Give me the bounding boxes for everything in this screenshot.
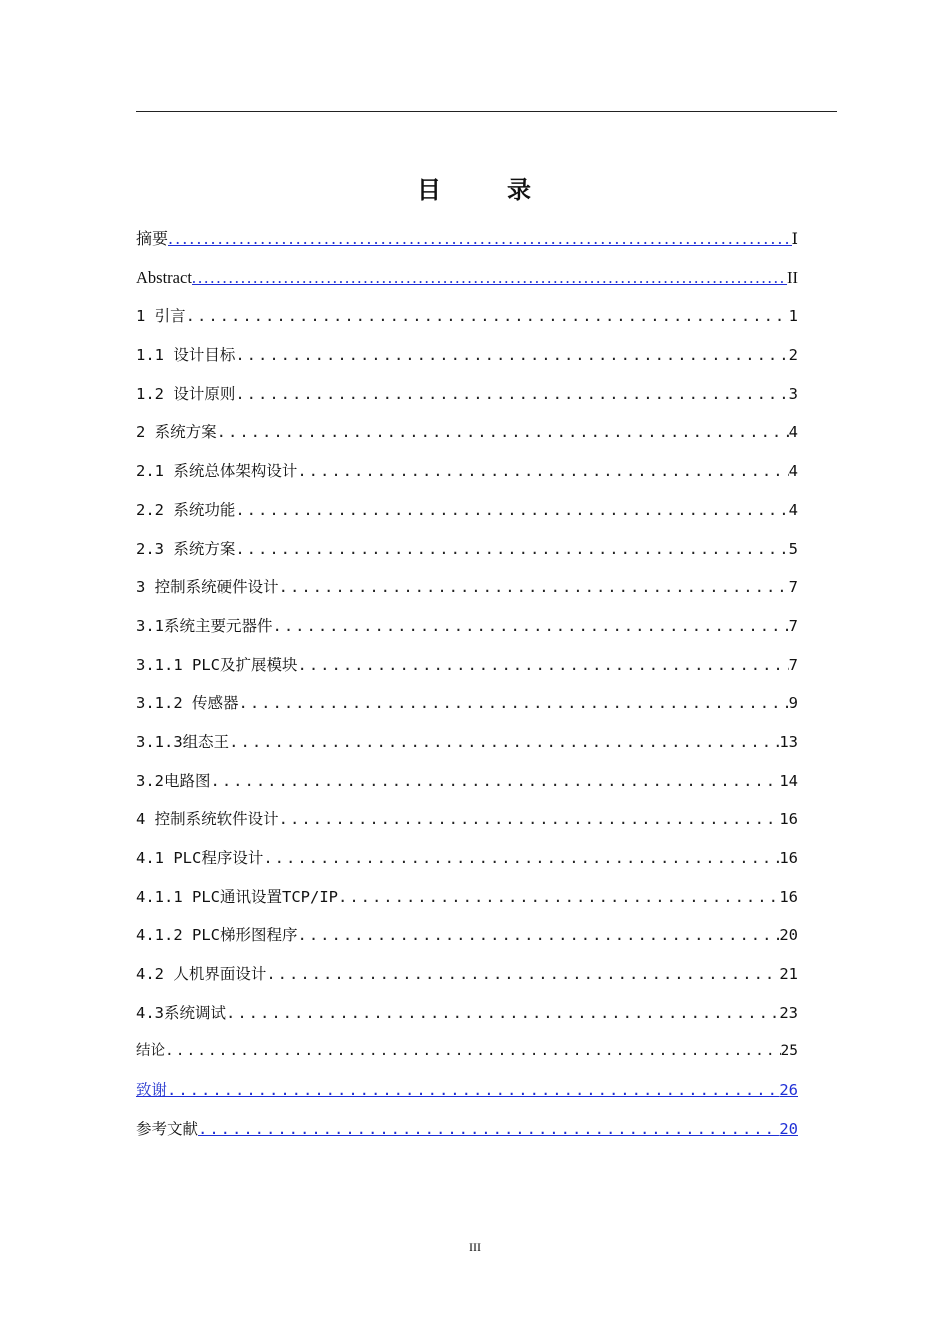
table-of-contents	[136, 222, 798, 1151]
toc-leader	[235, 532, 788, 566]
toc-entry[interactable]	[136, 957, 798, 996]
toc-leader	[279, 802, 780, 836]
toc-entry[interactable]	[136, 532, 798, 571]
toc-entry[interactable]	[136, 609, 798, 648]
toc-entry-label: 1.2 设计原则	[136, 384, 236, 403]
toc-entry-page: 7	[788, 655, 798, 674]
toc-entry-page: 20	[779, 1119, 798, 1138]
toc-entry[interactable]	[136, 725, 798, 764]
header-rule	[136, 111, 837, 112]
toc-entry-label: 致谢	[136, 1081, 168, 1100]
toc-entry-label: 3.2电路图	[136, 771, 211, 790]
toc-entry-label: 3.1.3组态王	[136, 732, 230, 751]
toc-entry-page: 26	[779, 1081, 798, 1100]
toc-entry-page: 20	[779, 926, 798, 945]
toc-title	[0, 170, 950, 205]
toc-leader	[167, 1073, 779, 1107]
toc-leader	[297, 454, 788, 488]
toc-entry-abstract-en[interactable]	[136, 261, 798, 300]
page-number: III	[469, 1240, 481, 1254]
toc-entry-label: 3.1.1 PLC及扩展模块	[136, 655, 298, 674]
toc-entry[interactable]	[136, 415, 798, 454]
toc-entry[interactable]	[136, 764, 798, 803]
toc-entry-label: 3.1系统主要元器件	[136, 616, 273, 635]
toc-leader	[192, 261, 787, 295]
toc-entry-page: 5	[788, 539, 798, 558]
toc-entry-label: 2.3 系统方案	[136, 539, 236, 558]
toc-leader	[338, 880, 779, 914]
toc-leader	[229, 725, 779, 759]
toc-entry[interactable]	[136, 802, 798, 841]
toc-entry[interactable]	[136, 918, 798, 957]
toc-entry-abstract-cn[interactable]	[136, 222, 798, 261]
toc-entry-page: 23	[779, 1003, 798, 1022]
toc-entry-label: 2 系统方案	[136, 423, 217, 442]
toc-entry[interactable]	[136, 338, 798, 377]
toc-leader	[279, 570, 789, 604]
toc-leader	[263, 841, 779, 875]
toc-entry-page: II	[787, 267, 798, 287]
toc-leader	[266, 957, 779, 991]
toc-entry-page: 3	[788, 384, 798, 403]
toc-entry[interactable]	[136, 648, 798, 687]
toc-entry-page: 25	[780, 1043, 798, 1060]
toc-leader	[239, 686, 789, 720]
toc-title-char-1: 目	[417, 175, 443, 204]
toc-entry-page: 4	[788, 500, 798, 519]
toc-leader	[226, 996, 779, 1030]
toc-entry[interactable]	[136, 996, 798, 1035]
toc-entry-label: 3.1.2 传感器	[136, 694, 239, 713]
toc-entry-acknowledgement[interactable]	[136, 1073, 798, 1112]
toc-entry-page: 14	[779, 771, 798, 790]
toc-entry[interactable]	[136, 570, 798, 609]
toc-entry-page: 13	[779, 732, 798, 751]
toc-leader	[168, 222, 792, 256]
toc-entry[interactable]	[136, 841, 798, 880]
toc-entry-label: 结论	[136, 1043, 165, 1060]
toc-leader	[198, 1112, 779, 1146]
toc-entry[interactable]	[136, 454, 798, 493]
toc-entry-label: 4.1.2 PLC梯形图程序	[136, 926, 298, 945]
toc-entry-page: 16	[779, 887, 798, 906]
toc-entry[interactable]	[136, 377, 798, 416]
toc-entry[interactable]	[136, 686, 798, 725]
toc-leader	[186, 299, 789, 333]
toc-entry-label: 2.2 系统功能	[136, 500, 236, 519]
toc-entry-references[interactable]	[136, 1112, 798, 1151]
toc-leader	[235, 377, 788, 411]
toc-leader	[211, 764, 780, 798]
toc-entry[interactable]	[136, 880, 798, 919]
toc-entry[interactable]	[136, 493, 798, 532]
toc-entry-page: 7	[788, 578, 798, 597]
toc-entry-label: 4.2 人机界面设计	[136, 965, 267, 984]
toc-entry-conclusion[interactable]	[136, 1034, 798, 1073]
toc-entry-page: 7	[788, 616, 798, 635]
toc-leader	[235, 493, 788, 527]
toc-entry-label: 1.1 设计目标	[136, 346, 236, 365]
toc-title-char-2: 录	[507, 175, 533, 204]
toc-entry-page: 2	[788, 346, 798, 365]
toc-entry-page: 4	[788, 462, 798, 481]
toc-entry-page: 1	[788, 307, 798, 326]
toc-entry-label: 3 控制系统硬件设计	[136, 578, 279, 597]
toc-entry-page: I	[791, 229, 798, 248]
toc-entry-label: Abstract	[136, 267, 192, 287]
toc-leader	[217, 415, 789, 449]
toc-entry-label: 4.1 PLC程序设计	[136, 849, 264, 867]
toc-leader	[273, 609, 789, 643]
toc-entry-label: 4.1.1 PLC通讯设置TCP/IP	[136, 887, 338, 906]
toc-leader	[165, 1034, 781, 1068]
toc-entry-label: 参考文献	[136, 1119, 199, 1138]
toc-entry-page: 9	[788, 694, 798, 713]
toc-entry-label: 4 控制系统软件设计	[136, 810, 279, 829]
toc-entry-label: 4.3系统调试	[136, 1003, 226, 1022]
toc-leader	[298, 648, 789, 682]
toc-entry-page: 4	[788, 423, 798, 442]
toc-entry[interactable]	[136, 299, 798, 338]
toc-entry-label: 摘要	[136, 229, 169, 248]
toc-leader	[235, 338, 788, 372]
toc-entry-label: 2.1 系统总体架构设计	[136, 462, 298, 481]
toc-leader	[298, 918, 780, 952]
toc-entry-page: 16	[779, 849, 798, 867]
toc-entry-page: 16	[779, 810, 798, 829]
toc-entry-label: 1 引言	[136, 307, 186, 326]
toc-entry-page: 21	[779, 965, 798, 984]
